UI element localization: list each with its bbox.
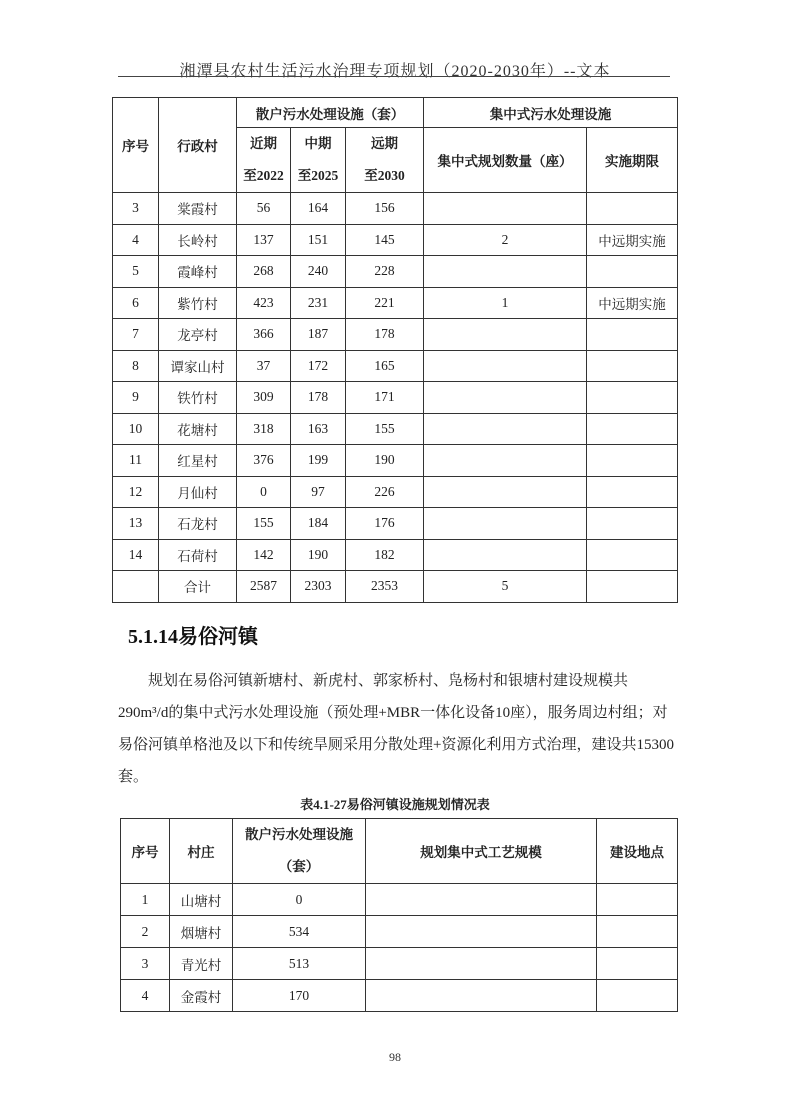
cell-far: 221 — [346, 287, 424, 319]
cell-scale — [366, 884, 597, 916]
header-near-year: 至2022 — [243, 168, 284, 183]
cell-count — [424, 413, 587, 445]
cell-near: 142 — [237, 539, 291, 571]
document-header-title: 湘潭县农村生活污水治理专项规划（2020-2030年）--文本 — [179, 63, 611, 80]
cell-far: 178 — [346, 319, 424, 351]
cell-near: 318 — [237, 413, 291, 445]
cell-far: 155 — [346, 413, 424, 445]
cell-village: 烟塘村 — [170, 916, 233, 948]
town-facility-table — [120, 818, 678, 1012]
table-row — [113, 539, 678, 571]
cell-village: 合计 — [159, 571, 237, 603]
table-row — [113, 382, 678, 414]
cell-count — [424, 350, 587, 382]
cell-period — [587, 539, 678, 571]
cell-near: 366 — [237, 319, 291, 351]
cell-near: 56 — [237, 193, 291, 225]
table-row — [113, 224, 678, 256]
table-row — [121, 980, 678, 1012]
table-row — [113, 571, 678, 603]
cell-village: 霞峰村 — [159, 256, 237, 288]
cell-scale — [366, 916, 597, 948]
section-title: 5.1.14易俗河镇 — [128, 626, 258, 648]
cell-seq: 9 — [113, 382, 159, 414]
cell-mid: 184 — [291, 508, 346, 540]
paragraph-text: 规划在易俗河镇新塘村、新虎村、郭家桥村、凫杨村和银塘村建设规模共290m³/d的集中式污水处理设施（预处理+MBR一体化设备10座），服务周边村组；对易俗河镇单格池及以下和传统旱厕采用分散处理+资源化利用方式治理，建设共15300套。 — [118, 673, 674, 785]
cell-near: 37 — [237, 350, 291, 382]
cell-location — [597, 884, 678, 916]
header-dispersed-label: 散户污水处理设施 — [245, 827, 353, 842]
cell-seq: 2 — [121, 916, 170, 948]
header-near-term — [237, 128, 291, 193]
cell-location — [597, 948, 678, 980]
cell-far: 165 — [346, 350, 424, 382]
cell-village: 谭家山村 — [159, 350, 237, 382]
cell-period — [587, 350, 678, 382]
cell-dispersed: 534 — [233, 916, 366, 948]
cell-village: 石荷村 — [159, 539, 237, 571]
table-row — [113, 256, 678, 288]
cell-count: 2 — [424, 224, 587, 256]
header-dispersed-group: 散户污水处理设施（套） — [237, 98, 424, 128]
table-row — [121, 916, 678, 948]
cell-count — [424, 539, 587, 571]
cell-period — [587, 319, 678, 351]
cell-seq: 4 — [121, 980, 170, 1012]
cell-far: 226 — [346, 476, 424, 508]
cell-seq: 12 — [113, 476, 159, 508]
cell-seq: 11 — [113, 445, 159, 477]
cell-seq: 8 — [113, 350, 159, 382]
cell-village: 月仙村 — [159, 476, 237, 508]
cell-village: 金霞村 — [170, 980, 233, 1012]
cell-mid: 163 — [291, 413, 346, 445]
cell-mid: 199 — [291, 445, 346, 477]
section-paragraph — [118, 665, 674, 793]
cell-count: 5 — [424, 571, 587, 603]
cell-seq — [113, 571, 159, 603]
cell-count — [424, 445, 587, 477]
cell-near: 376 — [237, 445, 291, 477]
cell-seq: 4 — [113, 224, 159, 256]
cell-village: 花塘村 — [159, 413, 237, 445]
cell-dispersed: 0 — [233, 884, 366, 916]
cell-village: 紫竹村 — [159, 287, 237, 319]
cell-far: 171 — [346, 382, 424, 414]
header-period: 实施期限 — [587, 128, 678, 193]
cell-mid: 190 — [291, 539, 346, 571]
cell-period — [587, 445, 678, 477]
cell-village: 铁竹村 — [159, 382, 237, 414]
cell-count: 1 — [424, 287, 587, 319]
cell-far: 145 — [346, 224, 424, 256]
cell-near: 309 — [237, 382, 291, 414]
table-row — [113, 476, 678, 508]
table-row — [121, 948, 678, 980]
cell-period — [587, 571, 678, 603]
cell-near: 155 — [237, 508, 291, 540]
cell-village: 龙亭村 — [159, 319, 237, 351]
header-near-label: 近期 — [250, 136, 277, 151]
cell-seq: 7 — [113, 319, 159, 351]
cell-count — [424, 476, 587, 508]
cell-far: 2353 — [346, 571, 424, 603]
page-number: 98 — [389, 1050, 401, 1064]
cell-mid: 240 — [291, 256, 346, 288]
cell-seq: 3 — [113, 193, 159, 225]
table-row — [113, 319, 678, 351]
cell-mid: 151 — [291, 224, 346, 256]
table-row — [113, 287, 678, 319]
header-far-term — [346, 128, 424, 193]
header-dispersed — [233, 819, 366, 884]
cell-dispersed: 513 — [233, 948, 366, 980]
cell-far: 228 — [346, 256, 424, 288]
cell-period — [587, 382, 678, 414]
header-seq: 序号 — [121, 819, 170, 884]
cell-count — [424, 193, 587, 225]
cell-village: 红星村 — [159, 445, 237, 477]
cell-period: 中远期实施 — [587, 287, 678, 319]
cell-count — [424, 256, 587, 288]
cell-village: 长岭村 — [159, 224, 237, 256]
cell-mid: 172 — [291, 350, 346, 382]
cell-mid: 97 — [291, 476, 346, 508]
village-facility-table — [112, 97, 678, 603]
table-row — [113, 193, 678, 225]
cell-seq: 10 — [113, 413, 159, 445]
header-central-group: 集中式污水处理设施 — [424, 98, 678, 128]
header-far-label: 远期 — [371, 136, 398, 151]
table-caption: 表4.1-27易俗河镇设施规划情况表 — [300, 797, 490, 812]
table-row — [113, 413, 678, 445]
header-rule — [118, 76, 670, 77]
cell-far: 156 — [346, 193, 424, 225]
cell-near: 0 — [237, 476, 291, 508]
header-scale: 规划集中式工艺规模 — [366, 819, 597, 884]
header-mid-year: 至2025 — [297, 168, 339, 183]
table-row — [121, 884, 678, 916]
cell-mid: 164 — [291, 193, 346, 225]
cell-mid: 231 — [291, 287, 346, 319]
header-far-year: 至2030 — [364, 168, 405, 183]
cell-near: 268 — [237, 256, 291, 288]
cell-period — [587, 508, 678, 540]
cell-count — [424, 508, 587, 540]
header-mid-term — [291, 128, 346, 193]
header-seq: 序号 — [113, 98, 159, 193]
cell-location — [597, 980, 678, 1012]
cell-far: 190 — [346, 445, 424, 477]
cell-far: 176 — [346, 508, 424, 540]
header-village: 村庄 — [170, 819, 233, 884]
cell-mid: 178 — [291, 382, 346, 414]
cell-village: 棠霞村 — [159, 193, 237, 225]
cell-seq: 13 — [113, 508, 159, 540]
cell-period — [587, 476, 678, 508]
cell-period — [587, 413, 678, 445]
cell-period: 中远期实施 — [587, 224, 678, 256]
header-dispersed-unit: （套） — [278, 859, 320, 874]
cell-near: 137 — [237, 224, 291, 256]
cell-mid: 187 — [291, 319, 346, 351]
header-central-count: 集中式规划数量（座） — [424, 128, 587, 193]
table-row — [113, 350, 678, 382]
header-village: 行政村 — [159, 98, 237, 193]
cell-location — [597, 916, 678, 948]
cell-seq: 1 — [121, 884, 170, 916]
cell-seq: 6 — [113, 287, 159, 319]
table-row — [113, 508, 678, 540]
cell-village: 石龙村 — [159, 508, 237, 540]
cell-seq: 5 — [113, 256, 159, 288]
cell-seq: 14 — [113, 539, 159, 571]
cell-dispersed: 170 — [233, 980, 366, 1012]
cell-scale — [366, 948, 597, 980]
table-row — [113, 445, 678, 477]
cell-count — [424, 319, 587, 351]
cell-near: 2587 — [237, 571, 291, 603]
header-mid-label: 中期 — [304, 136, 332, 151]
cell-count — [424, 382, 587, 414]
cell-village: 青光村 — [170, 948, 233, 980]
cell-seq: 3 — [121, 948, 170, 980]
cell-far: 182 — [346, 539, 424, 571]
cell-period — [587, 193, 678, 225]
cell-scale — [366, 980, 597, 1012]
cell-period — [587, 256, 678, 288]
cell-village: 山塘村 — [170, 884, 233, 916]
cell-near: 423 — [237, 287, 291, 319]
header-location: 建设地点 — [597, 819, 678, 884]
cell-mid: 2303 — [291, 571, 346, 603]
